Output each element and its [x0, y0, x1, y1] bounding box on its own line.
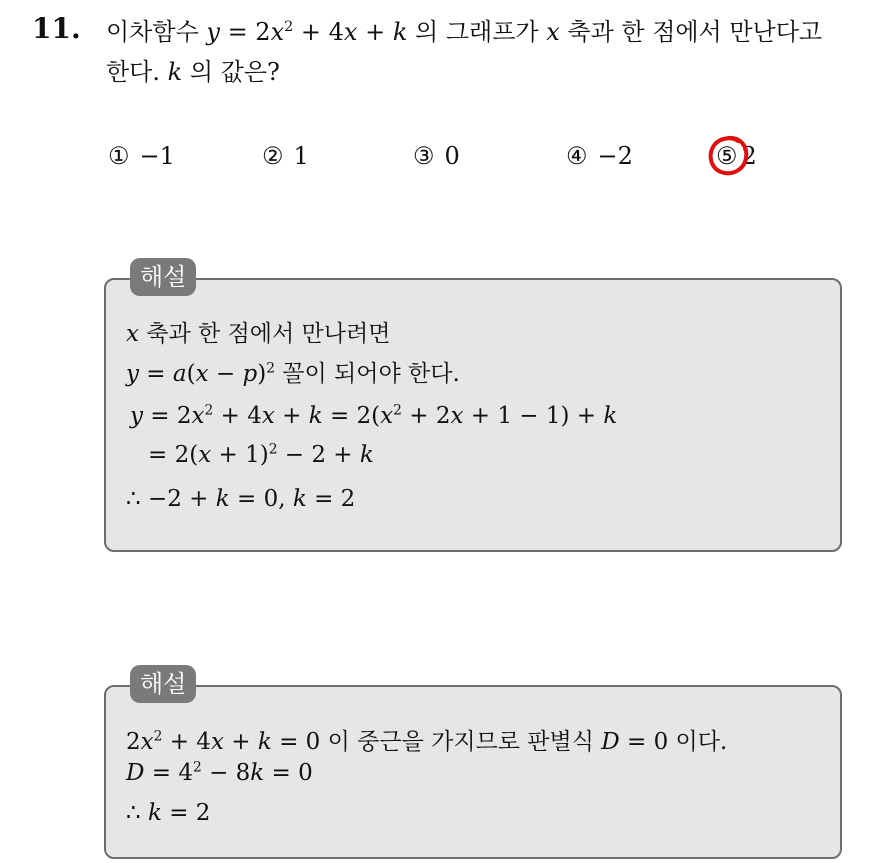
explanation1-line-5: ∴ −2 + k = 0, k = 2: [126, 486, 356, 512]
choice-5[interactable]: ⑤ 2: [716, 142, 757, 170]
explanation2-line-2: $D = 4^2 - 8k = 0$: [126, 759, 313, 786]
choice-4[interactable]: ④ −2: [566, 142, 633, 170]
explanation1-line-2: $y = a(x - p)^2$ 꼴이 되어야 한다.: [126, 360, 460, 387]
explanation-tag-2: 해설: [130, 665, 196, 703]
explanation1-line-4: = $2(x + 1)^2 - 2 + k$: [148, 441, 374, 468]
choice-3[interactable]: ③ 0: [413, 142, 460, 170]
choice-1[interactable]: ① −1: [108, 142, 175, 170]
explanation2-line-1: $2x^2 + 4x + k = 0$ 이 중근을 가지므로 판별식 D = 0 이다.: [126, 728, 728, 755]
question-number: 11.: [32, 12, 81, 45]
explanation1-line-1: x 축과 한 점에서 만나려면: [126, 321, 391, 347]
question-text: 이차함수 $y = 2x^2 + 4x + k$ 의 그래프가 x 축과 한 점에서 만난다고 한다. k 의 값은?: [106, 18, 823, 86]
choice-2[interactable]: ② 1: [262, 142, 309, 170]
explanation-tag-1: 해설: [130, 258, 196, 296]
answer-choices: [0, 142, 884, 176]
explanation2-line-3: ∴ k = 2: [126, 800, 211, 826]
explanation1-line-3: $y = 2x^2 + 4x + k = 2(x^2 + 2x + 1 - 1) + k$: [130, 402, 618, 429]
